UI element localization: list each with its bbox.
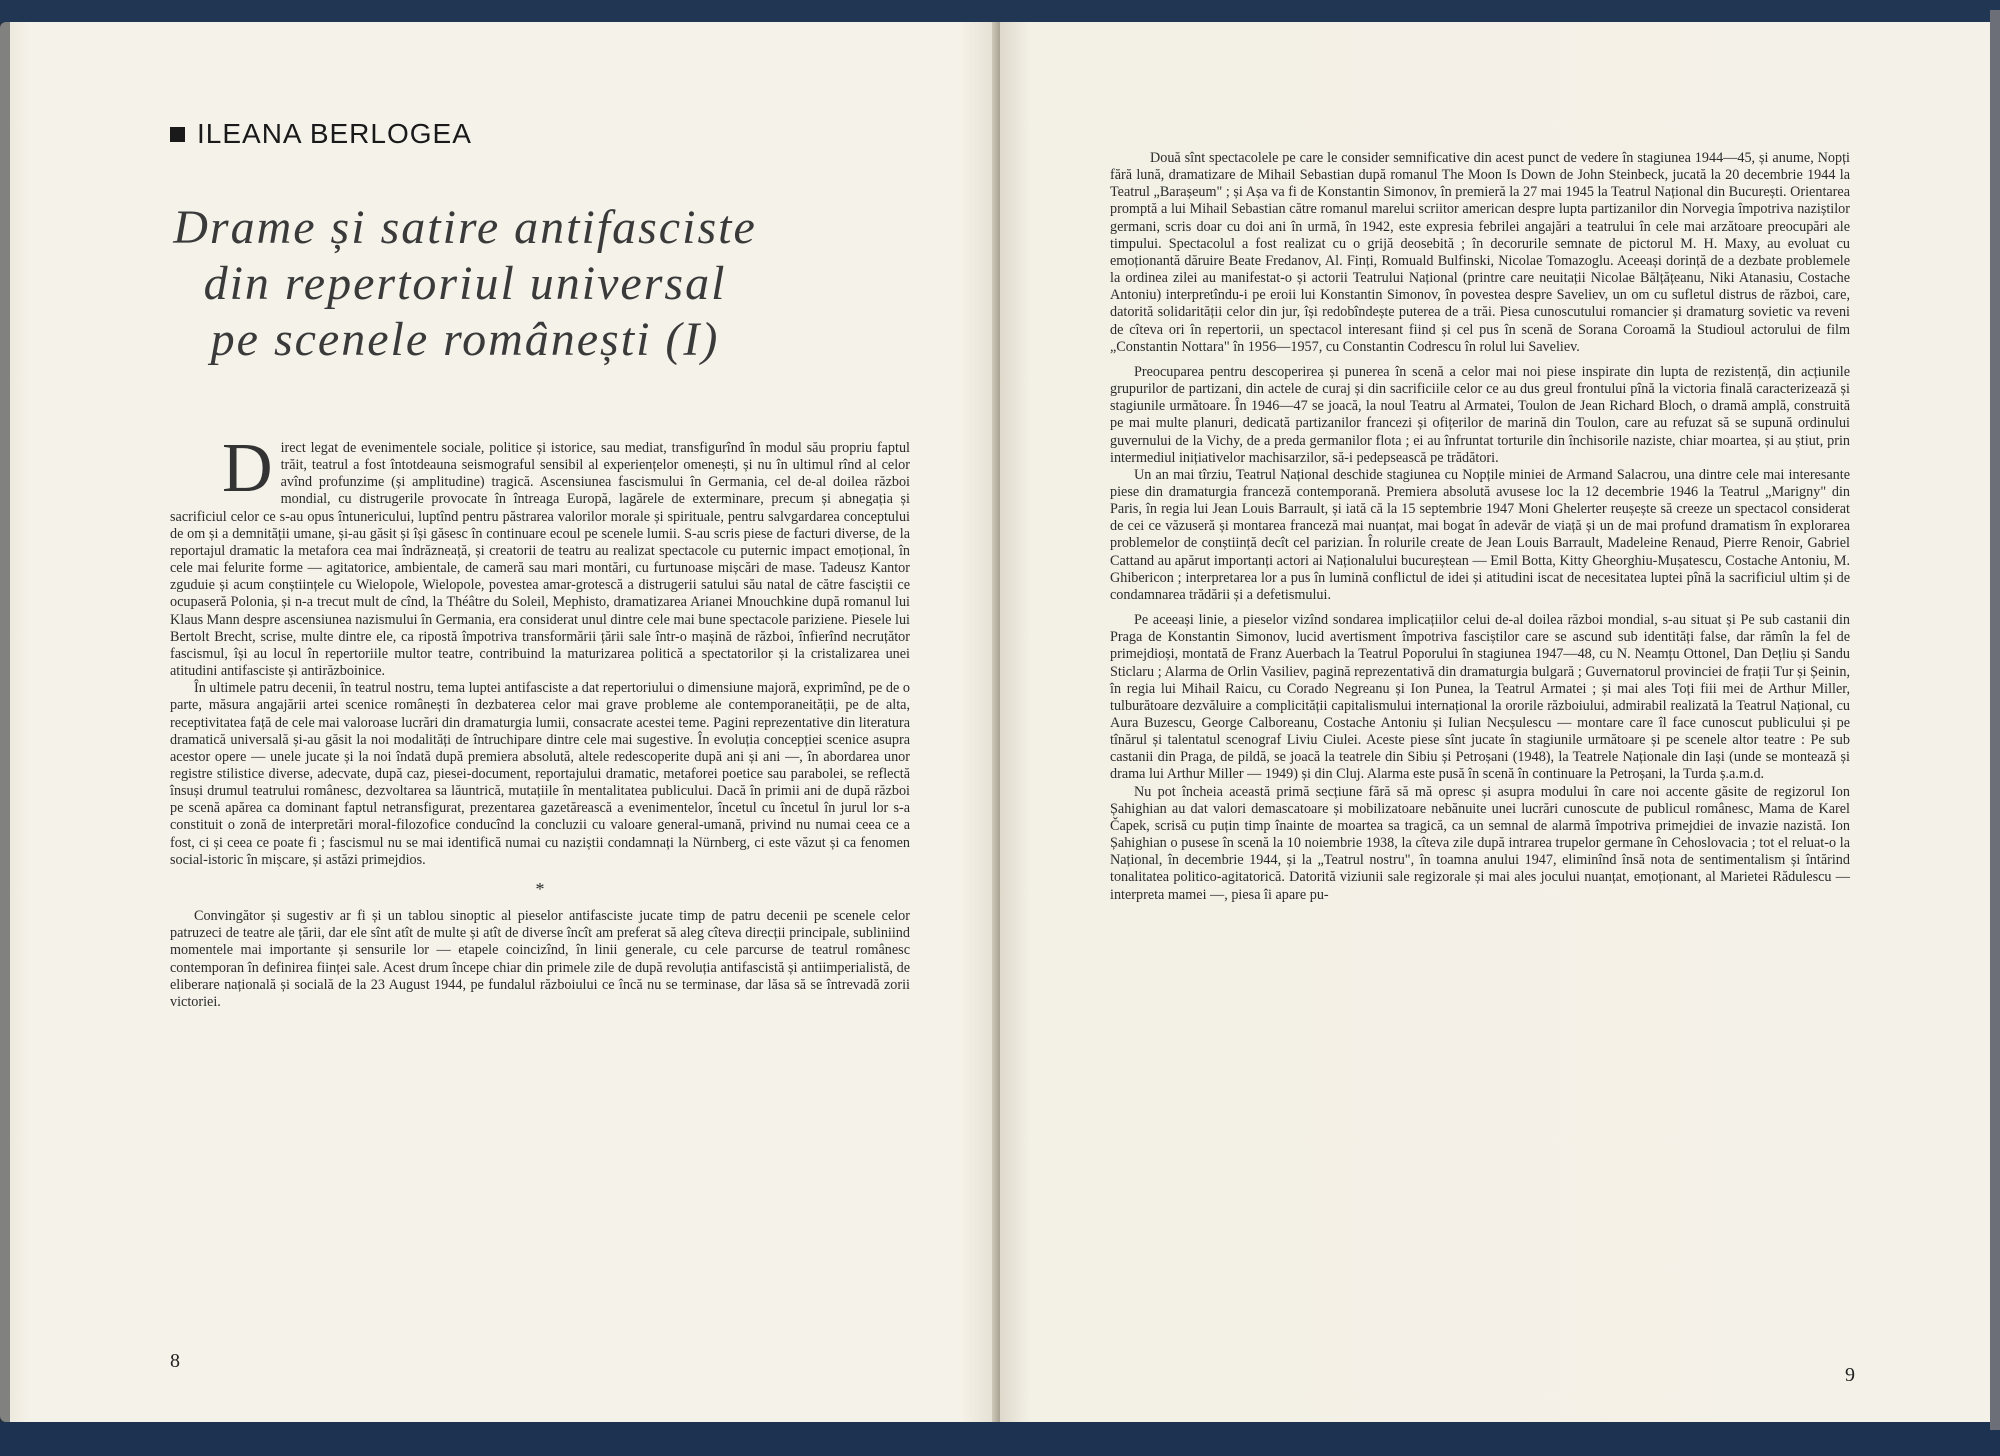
book-cover-bottom <box>0 1420 2000 1456</box>
title-line: Drame și satire antifasciste <box>173 201 757 254</box>
page-edge-right <box>1990 10 2000 1430</box>
paragraph: Un an mai tîrziu, Teatrul Național deschide stagiunea cu Nopțile miniei de Armand Salacrou, una dintre cele mai interesante piese din dramaturgia franceză contemporană. Premiera absolută avusese loc la 12 decembrie 1946 la Teatrul „Marigny" din Paris, în regia lui Jean Louis Barrault, și iată că la 15 septembrie 1947 Moni Ghelerter reușește să creeze un spectacol considerat de cei ce văzuseră și montarea franceză mai nuanțat, mai bogat în adevăr de viață și un de mai profund dramatism în explorarea problemelor de conștiință decît cel parizian. În rolurile create de Jean Louis Barrault, Madeleine Renaud, Pierre Renoir, Gabriel Cattand au apărut importanți actori ai Naționalului bucureștean — Emil Botta, Kitty Gheorghiu-Mușatescu, Costache Antoniu, M. Ghibericon ; interpretarea lor a pus în lumină conflictul de idei și atitudini iscat de necesitatea luptei pînă la sacrificiul ultim și de condamnarea trădării și a defetismului. <box>1110 466 1850 603</box>
paragraph: Pe aceeași linie, a pieselor vizînd sondarea implicațiilor celui de-al doilea război mondial, s-au situat și Pe sub castanii din Praga de Konstantin Simonov, lucid avertisment împotriva fasciștilor care se ascund sub identități false, dar rămîn la fel de primejdioși, montată de Franz Auerbach la Teatrul Poporului în stagiunea 1947—48, cu N. Neamțu Ottonel, Dan Dețliu și Sandu Sticlaru ; Alarma de Orlin Vasiliev, pagină reprezentativă din dramaturgia bulgară ; Guvernatorul provinciei de frații Tur și Șeinin, în regia lui Mihail Raicu, cu Corado Negreanu și Ion Punea, la Teatrul Armatei ; și mai ales Toți fiii mei de Arthur Miller, tulburătoare dezvăluire a complicității capitalismului internațional la ororile războiului, admirabil realizată la Teatrul Național, cu Aura Buzescu, George Calboreanu, Costache Antoniu și Iulian Necșulescu — montare care îl face cunoscut publicului și pe tînărul și talentatul scenograf Liviu Ciulei. Aceste piese sînt jucate în stagiunile următoare și pe scenele altor teatre : Pe sub castanii din Praga, de pildă, se joacă la teatrele din Sibiu și Petroșani (1948), la Teatrele Naționale din Iași (unde se montează și drama lui Arthur Miller — 1949) și din Cluj. Alarma este pusă în scenă în continuare la Petroșani, la Turda ș.a.m.d. <box>1110 612 1850 783</box>
title-line: pe scenele românești (I) <box>210 313 720 366</box>
bullet-square-icon <box>170 127 185 142</box>
paragraph: Preocuparea pentru descoperirea și punerea în scenă a celor mai noi piese inspirate din lupta de rezistență, din acțiunile grupurilor de partizani, din actele de curaj și din sacrificiile celor ce au dus greul frontului pînă la victoria finală caracterizează și stagiunile următoare. În 1946—47 se joacă, la noul Teatru al Armatei, Toulon de Jean Richard Bloch, o dramă amplă, construită pe mai multe planuri, dedicată partizanilor francezi și ofițerilor de marină din Toulon, care au refuzat să se supună ordinului guvernului de la Vichy, de a preda germanilor flota ; ei au înfruntat torturile din închisorile naziste, chiar moartea, și au știut, prin intermediul inițiativelor machisarzilor, să-i pedepsească pe trădători. <box>1110 363 1850 466</box>
drop-cap: D <box>222 430 273 507</box>
page-edge-left <box>0 22 10 1422</box>
author-name: ILEANA BERLOGEA <box>170 118 472 150</box>
left-page <box>0 22 1000 1422</box>
paragraph: În ultimele patru decenii, în teatrul nostru, tema luptei antifasciste a dat repertoriului o dimensiune majoră, exprimînd, pe de o parte, măsura angajării artei scenice românești în dezbaterea celor mai grave probleme ale contemporaneității, pe de alta, receptivitatea față de cele mai valoroase lucrări din dramaturgia lumii, consacrate acestei teme. Pagini reprezentative din literatura dramatică universală și-au găsit la noi modalități de întruchipare dintre cele mai sugestive. În evoluția concepției scenice asupra acestor opere — unele jucate și la noi îndată după premiera absolută, altele redescoperite după ani și ani —, în abordarea unor registre stilistice diverse, adecvate, după caz, piesei-document, reportajului dramatic, metaforei poetice sau parabolei, se reflectă însuși drumul teatrului românesc, dezvoltarea sa lăuntrică, mutațiile în mentalitatea publicului. Dacă în primii ani de după război pe scenă apărea ca dominant faptul netransfigurat, prezentarea gazetărească a evenimentelor, încetul cu încetul în jurul lor s-a constituit o zonă de interpretări moral-filozofice conducînd la concluzii cu valoare general-umană, privind nu numai ceea ce a fost, ci și ceea ce poate fi ; fascismul nu se mai identifică numai cu naziștii condamnați la Nürnberg, ci este văzut și ca fenomen social-istoric în mișcare, și astăzi primejdios. <box>170 680 910 868</box>
title-line: din repertoriul universal <box>203 257 727 310</box>
page-number: 8 <box>170 1350 180 1372</box>
paragraph: Două sînt spectacolele pe care le consider semnificative din acest punct de vedere în stagiunea 1944—45, și anume, Nopți fără lună, dramatizare de Mihail Sebastian după romanul The Moon Is Down de John Steinbeck, jucată la 20 decembrie 1944 la Teatrul „Barașeum" ; și Așa va fi de Konstantin Simonov, în premieră la 27 mai 1945 la Teatrul Național din București. Orientarea promptă a lui Mihail Sebastian către romanul marelui scriitor american despre lupta partizanilor din Norvegia împotriva naziștilor germani, scris doar cu doi ani în urmă, în 1942, este expresia febrilei angajări a teatrului în cele mai arzătoare preocupări ale timpului. Spectacolul a fost realizat cu o grijă deosebită ; în decorurile semnate de pictorul M. H. Maxy, au evoluat cu emoționantă dăruire Beate Fredanov, Al. Finți, Romuald Bulfinski, Nicolae Tomazoglu. Aceeași dorință de a dezbate problemele la ordinea zilei au manifestat-o și actorii Teatrului Național (printre care neuitații Nicolae Bălțățeanu, Niki Atanasiu, Costache Antoniu) interpretîndu-i pe eroii lui Konstantin Simonov, în povestea despre Saveliev, un om cu sufletul distrus de război, care, datorită solidarității celor din jur, își redobîndește puterea de a trăi. Piesa cunoscutului romancier și dramaturg sovietic va reveni de cîteva ori în repertorii, un spectacol interesant fiind și cel pus în scenă de Sorana Coroamă la Studioul actorului de film „Constantin Nottara" în 1956—1957, cu Constantin Codrescu în rolul lui Saveliev. <box>1110 150 1850 355</box>
paragraph: Nu pot încheia această primă secțiune fără să mă opresc și asupra modului în care noi accente găsite de regizorul Ion Șahighian au dat valori demascatoare și mobilizatoare nebănuite unei lucrări cunoscute de publicul românesc, Mama de Karel Čapek, scrisă cu puțin timp înainte de moartea sa tragică, ca un semnal de alarmă împotriva primejdiei de invazie nazistă. Ion Șahighian o pusese în scenă la 10 noiembrie 1938, la cîteva zile după intrarea trupelor germane în Cehoslovacia ; tot el reluat-o la Național, în decembrie 1944, și la „Teatrul nostru", în toamna anului 1947, eliminînd însă nota de sentimentalism și întărind tonalitatea politico-agitatorică. Datorită viziunii sale regizorale și mai ales jocului nuanțat, emoționant, al Marietei Rădulescu — interpreta mamei —, piesa îi apare pu- <box>1110 783 1850 903</box>
right-body-text <box>1110 150 1850 904</box>
right-page <box>1000 22 1992 1422</box>
paragraph: Convingător și sugestiv ar fi și un tablou sinoptic al pieselor antifasciste jucate timp de patru decenii pe scenele celor patruzeci de teatre ale țării, dar ele sînt atît de multe și atît de diverse încît am preferat să aleg cîteva direcții principale, subliniind momentele mai importante și sensurile lor — etapele coincizînd, în linii generale, cu cele parcurse de teatrul românesc contemporan în definirea ființei sale. Acest drum începe chiar din primele zile de după revoluția antifascistă și antiimperialistă, de eliberare națională și socială de la 23 August 1944, pe fundalul războiului ce încă nu se terminase, dar lăsa să se întrevadă zorii victoriei. <box>170 908 910 1010</box>
left-body-text <box>170 430 910 1011</box>
paragraph: Direct legat de evenimentele sociale, politice și istorice, sau mediat, transfigurînd în modul său propriu faptul trăit, teatrul a fost întotdeauna seismograful sensibil al experiențelor omenești, și nu în ultimul rînd al celor avînd profunzime (și amplitudine) tragică. Ascensiunea fascismului în Germania, cel de-al doilea război mondial, cu distrugerile provocate în întreaga Europă, lagărele de exterminare, precum și abnegația și sacrificiul celor ce s-au opus întunericului, luptînd pentru păstrarea valorilor morale și spirituale, pentru salvgardarea conceptului de om și a demnității umane, și-au găsit și își găsesc în continuare ecoul pe scenele lumii. S-au scris piese de facturi diverse, de la reportajul dramatic la metafora cea mai îndrăzneață, și creatorii de teatru au realizat spectacole cu puternic impact emoțional, în cele mai felurite forme — agitatorice, ambientale, de cameră sau mari montări, cu furtunoase mișcări de mase. Tadeusz Kantor zguduie și acum conștiințele cu Wielopole, Wielopole, povestea amar-grotescă a distrugerii satului său natal de către fasciștii ce ocupaseră Polonia, și n-a trecut mult de cînd, la Théâtre du Soleil, Mephisto, dramatizarea Arianei Mnouchkine după romanul lui Klaus Mann despre ascensiunea nazismului în Germania, era considerat unul dintre cele mai bune spectacole pariziene. Piesele lui Bertolt Brecht, scrise, multe dintre ele, ca ripostă împotriva transformării țării sale într-o mașină de război, înfierînd necruțător fascismul, își au locul în repertoriile multor teatre, contribuind la maturizarea politică a spectatorilor și la cristalizarea unei atitudini antifasciste și antirăzboinice. <box>170 430 910 680</box>
page-number: 9 <box>1845 1364 1855 1386</box>
section-separator: * <box>535 878 545 899</box>
article-title <box>150 200 780 368</box>
